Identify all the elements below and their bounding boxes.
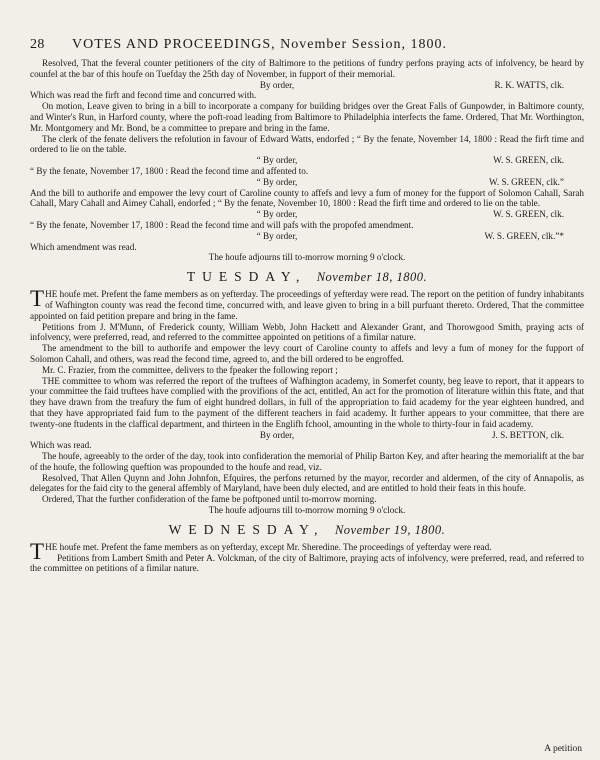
paragraph-amendment: The amendment to the bill to authorife and empower the levy court of Caroline county to affefs and levy a fum of money for the fupport of Solomon Cahall, and others, was read the fecond time, agreed to, and the bill ordered to be engroffed. [30, 343, 584, 364]
signature-line [30, 231, 584, 242]
running-head [30, 37, 584, 53]
adjournment-line: The houfe adjourns till to-morrow morning 9 o'clock. [208, 505, 406, 516]
paragraph-read: Which was read. [30, 440, 92, 451]
signer-name: W. S. GREEN, clk. [493, 209, 564, 220]
paragraph-house-met: THE houfe met. Prefent the fame members as on yefterday, except Mr. Sheredine. The proceedings of yefterday were read. [30, 538, 492, 564]
day-name: WEDNESDAY, [168, 521, 325, 537]
day-heading [30, 269, 584, 285]
paragraph-memorial: The houfe, agreeably to the order of the day, took into confideration the memorial of Philip Barton Key, and after hearing the memorialift at the bar of the houfe, the following queftion was propounded to the houfe and read, viz. [30, 451, 584, 472]
signer-name: W. S. GREEN, clk.” [489, 176, 564, 187]
by-order-label: By order, [259, 79, 295, 90]
paragraph-senate: “ By the fenate, November 17, 1800 : Read the fecond time and will pafs with the propofed amendment. [30, 219, 414, 230]
signature-line [30, 155, 584, 166]
day-name: TUESDAY, [186, 269, 307, 285]
paragraph-senate: “ By the fenate, November 17, 1800 : Read the fecond time and affented to. [30, 165, 309, 176]
drop-cap: T [30, 538, 45, 564]
signature-line [30, 209, 584, 220]
day-date: November 19, 1800. [334, 522, 446, 537]
paragraph-clerk: The clerk of the fenate delivers the refolution in favour of Edward Watts, endorfed ; “ By the fenate, November 14, 1800 : Read the firft time and ordered to lie on the table. [30, 133, 584, 155]
signer-name: W. S. GREEN, clk.”* [484, 230, 564, 241]
by-order-label: “ By order, [256, 155, 298, 166]
signer-name: W. S. GREEN, clk. [493, 155, 564, 166]
signature-line [30, 430, 584, 441]
by-order-label: By order, [259, 429, 295, 440]
paragraph-read: Which was read the firft and fecond time and concurred with. [30, 90, 257, 101]
paragraph-resolved-counsel: Resolved, That the feveral counter petitioners of the city of Baltimore to the petitions of fundry perfons praying acts of infolvency, be heard by counfel at the bar of this houfe on Tuefday the 25th day of November, in fupport of their memorial. [30, 58, 584, 79]
by-order-label: “ By order, [256, 230, 298, 241]
paragraph-report: THE committee to whom was referred the report of the truftees of Wafhington academy, in Somerfet county, beg leave to report, that it appears to your committee the faid truftees have complied with the provifions of the act, entitled, An act for the promotion of literature within this ftate, and that they have drawn from the treafury the fum of eight hundred dollars, in full of the appropriation to faid academy for the year eighteen hundred, and that they have appropriated faid fum to the payment of the different teachers in faid academy. It further appears to your committee, that there are twenty-one ftudents in the claffical department, and thirteen in the Englifh fchool, amounting in the whole to thirty-four in faid academy. [30, 375, 584, 429]
paragraph-frazier: Mr. C. Frazier, from the committee, delivers to the fpeaker the following report ; [42, 364, 338, 375]
signer-name: R. K. WATTS, clk. [494, 79, 564, 90]
paragraph-house-met: THE houfe met. Prefent the fame members as on yefterday. The proceedings of yefterday were read. The report on the petition of fundry inhabitants of Wafhington county was read the fecond time, concurred with, and leave given to bring in a bill purfuant thereto. Ordered, That the committee appointed on faid petition prepare and bring in the fame. [30, 286, 584, 321]
paragraph-petitions: Petitions from Lambert Smith and Peter A. Volckman, of the city of Baltimore, praying acts of infolvency, were preferred, read, and referred to the committee on petitions of a fimilar nature. [30, 552, 584, 574]
by-order-label: “ By order, [256, 209, 298, 220]
signature-line [30, 80, 584, 91]
paragraph-motion: On motion, Leave given to bring in a bill to incorporate a company for building bridges over the Great Falls of Gunpowder, in Baltimore county, and Winter's Run, in Harford county, where the poft-road leading from Baltimore to Philadelphia interfects the fame. Ordered, That Mr. Worthington, Mr. Montgomery and Mr. Bond, be a committee to prepare and bring in the fame. [30, 101, 584, 133]
day-date: November 18, 1800. [316, 270, 428, 285]
day-heading [30, 522, 584, 538]
paragraph-amendment: Which amendment was read. [30, 241, 137, 252]
paragraph-petitions: Petitions from J. M'Munn, of Frederick county, William Webb, John Hackett and Alexander Grant, and Thorowgood Smith, praying acts of infolvency, were preferred, read, and referred to the committee appointed on petitions of a fimilar nature. [30, 321, 584, 343]
signer-name: J. S. BETTON, clk. [491, 429, 564, 440]
page-number: 28 [30, 37, 45, 52]
drop-cap: T [30, 286, 45, 312]
adjournment-line: The houfe adjourns till to-morrow morning 9 o'clock. [208, 252, 406, 263]
paragraph-levy-bill: And the bill to authorife and empower the levy court of Caroline county to affefs and levy a fum of money for the fupport of Solomon Cahall, Sarah Cahall, Mary Cahall and Aimey Cahall, endorfed ; “ By the fenate, November 10, 1800 : Read the firft time and ordered to lie on the table. [30, 187, 584, 209]
page-title: VOTES AND PROCEEDINGS, November Session, 1800. [72, 37, 447, 52]
paragraph-resolved-delegates: Resolved, That Allen Quynn and John Johnfon, Efquires, the perfons returned by the mayor, recorder and aldermen, of the city of Annapolis, as delegates for the faid city to the general affembly of Maryland, have been duly elected, and are entitled to hold their feats in this houfe. [30, 472, 584, 494]
paragraph-ordered: Ordered, That the further confideration of the fame be poftponed until to-morrow morning. [42, 494, 377, 505]
signature-line [30, 177, 584, 188]
by-order-label: “ By order, [256, 176, 298, 187]
catchword: A petition [544, 744, 582, 754]
